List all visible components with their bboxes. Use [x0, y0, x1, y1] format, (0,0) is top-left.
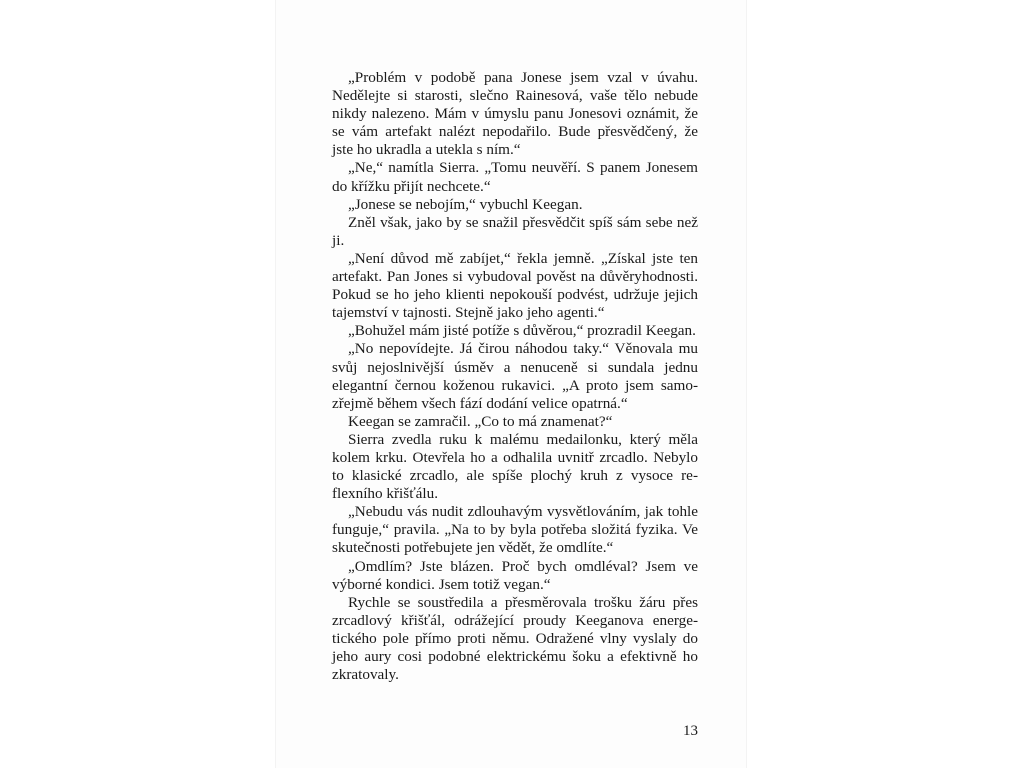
paragraph: „Ne,“ namítla Sierra. „Tomu neuvěří. S panem Jonesem do křížku přijít nechcete.“ — [332, 159, 698, 195]
paragraph: „Bohužel mám jisté potíže s důvěrou,“ prozradil Keegan. — [348, 322, 696, 340]
paragraph: Rychle se soustředila a přesměrovala trošku žáru přes zrcadlový křišťál, odrážející proudy Keeganova energetického pole přímo proti němu. Odražené vlny vyslaly do jeho aury cosi podobné elektrickému šoku a efektivně ho zkratovaly. — [332, 593, 698, 684]
paragraph: „Problém v podobě pana Jonese jsem vzal v úvahu. Nedělejte si starosti, slečno Rainesová, vaše tělo nebude nikdy nalezeno. Mám v úmyslu panu Jonesovi oznámit, že se vám artefakt nalézt nepodařilo. Bude přesvědčený, že jste ho ukradla a utekla s ním.“ — [332, 69, 698, 159]
paragraph: „No nepovídejte. Já čirou náhodou taky.“ Věnovala mu svůj nejoslnivější úsměv a nenuceně si sundala jednu elegantní černou koženou rukavici. „A proto jsem samozřejmě během všech fází dodání velice opatrná.“ — [332, 340, 698, 412]
page-number: 13 — [683, 723, 698, 739]
paragraph: „Nebudu vás nudit zdlouhavým vysvětlováním, jak tohle funguje,“ pravila. „Na to by byla potřeba složitá fyzika. Ve skutečnosti potřebujete jen vědět, že omdlíte.“ — [332, 503, 698, 557]
paragraph: Sierra zvedla ruku k malému medailonku, který měla kolem krku. Otevřela ho a odhalila uvnitř zrcadlo. Nebylo to klasické zrcadlo, ale spíše plochý kruh z vysoce reflexního křišťálu. — [332, 430, 698, 503]
paragraph: „Omdlím? Jste blázen. Proč bych omdléval? Jsem ve výborné kondici. Jsem totiž vegan.“ — [332, 557, 698, 593]
paragraph: Zněl však, jako by se snažil přesvědčit spíš sám sebe než ji. — [332, 213, 698, 249]
paragraph: „Jonese se nebojím,“ vybuchl Keegan. — [348, 195, 583, 213]
paragraph: „Není důvod mě zabíjet,“ řekla jemně. „Získal jste ten artefakt. Pan Jones si vybudoval pověst na důvěryhodnosti. Pokud se ho jeho klienti nepokouší podvést, udržuje jejich tajemství v tajnosti. Stejně jako jeho agenti.“ — [332, 249, 698, 322]
paragraph: Keegan se zamračil. „Co to má znamenat?“ — [348, 412, 613, 430]
body-text — [332, 69, 698, 684]
